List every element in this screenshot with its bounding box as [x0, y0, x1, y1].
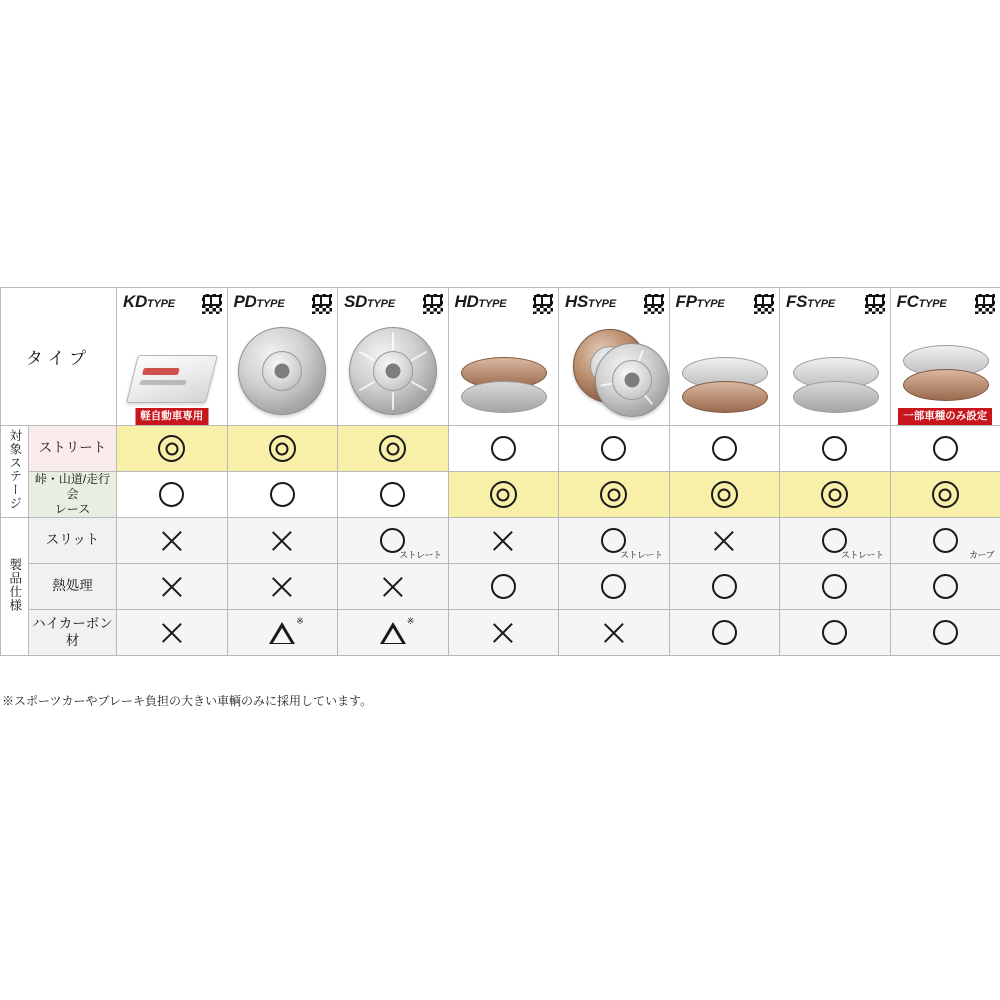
- type-label-row: [344, 293, 444, 315]
- brake-pad-illustration: [126, 355, 218, 403]
- cell-fc-street: [890, 426, 1000, 472]
- table-row: [1, 564, 1000, 610]
- cell-kd-street: [117, 426, 228, 472]
- cell-asterisk: ※: [406, 616, 415, 626]
- qr-code-icon[interactable]: [753, 293, 775, 315]
- cell-note: カーブ: [968, 550, 994, 560]
- cell-sd-slit: [338, 518, 449, 564]
- row-label-line2: レース: [54, 502, 91, 516]
- qr-code-icon[interactable]: [311, 293, 333, 315]
- mark-cross: [159, 620, 185, 646]
- cell-fp-slit: [669, 518, 780, 564]
- rotor-image-hs: [559, 317, 669, 425]
- cell-fp-heat: [669, 564, 780, 610]
- cell-pd-highcarbon: [227, 610, 338, 656]
- mark-circle: [159, 482, 184, 507]
- cell-hd-street: [448, 426, 559, 472]
- rotor-plate-bottom: [461, 381, 547, 413]
- type-name-fp: FPTYPE: [675, 292, 725, 311]
- mark-circle: [601, 574, 626, 599]
- cell-fp-race: [669, 472, 780, 518]
- type-label-row: [565, 293, 665, 315]
- type-label-row: [455, 293, 555, 315]
- type-label-row: [234, 293, 334, 315]
- cell-hd-slit: [448, 518, 559, 564]
- cell-pd-race: [227, 472, 338, 518]
- mark-circle: [822, 574, 847, 599]
- mark-circle: [601, 436, 626, 461]
- row-label-slit: スリット: [29, 518, 117, 564]
- mark-double-circle: [932, 481, 959, 508]
- cell-pd-slit: [227, 518, 338, 564]
- cell-fc-race: [890, 472, 1000, 518]
- type-name-kd: KDTYPE: [123, 292, 175, 311]
- cell-fp-highcarbon: [669, 610, 780, 656]
- rotor-image-fc: [891, 317, 1000, 425]
- mark-cross: [711, 528, 737, 554]
- mark-double-circle: [158, 435, 185, 462]
- rotor-image-fs: [780, 317, 890, 425]
- mark-cross: [159, 574, 185, 600]
- qr-code-icon[interactable]: [532, 293, 554, 315]
- group-label-spec: 製品仕様: [1, 518, 29, 656]
- rotor-slit: [392, 392, 394, 410]
- type-name-hs: HSTYPE: [565, 292, 616, 311]
- rotor-image-pd: [228, 317, 338, 425]
- mark-circle: [712, 574, 737, 599]
- cell-fc-highcarbon: [890, 610, 1000, 656]
- qr-code-icon[interactable]: [643, 293, 665, 315]
- cell-note: ストレート: [840, 550, 884, 560]
- mark-circle: [933, 574, 958, 599]
- mark-circle: [712, 620, 737, 645]
- table-row: [1, 426, 1000, 472]
- brake-rotor-illustration: [349, 327, 437, 415]
- cell-note: ストレート: [619, 550, 663, 560]
- cell-sd-highcarbon: [338, 610, 449, 656]
- mark-circle: [712, 436, 737, 461]
- mark-circle: [270, 482, 295, 507]
- table-header-row: [1, 288, 1000, 426]
- mark-double-circle: [711, 481, 738, 508]
- cell-note: ストレート: [398, 550, 442, 560]
- type-name-sd: SDTYPE: [344, 292, 395, 311]
- cell-kd-heat: [117, 564, 228, 610]
- badge-kd: 軽自動車専用: [135, 408, 208, 425]
- column-header-kd: [117, 288, 228, 426]
- row-label-line1: 峠・山道/走行会: [34, 472, 111, 501]
- cell-hd-race: [448, 472, 559, 518]
- cell-hs-street: [559, 426, 670, 472]
- cell-hs-highcarbon: [559, 610, 670, 656]
- row-label-heat-treatment: 熱処理: [29, 564, 117, 610]
- group-label-stage: 対象ステージ: [1, 426, 29, 518]
- qr-code-icon[interactable]: [974, 293, 996, 315]
- badge-fc: 一部車種のみ設定: [898, 408, 992, 425]
- mark-circle: [491, 436, 516, 461]
- mark-cross: [269, 528, 295, 554]
- cell-fc-heat: [890, 564, 1000, 610]
- mark-cross: [490, 620, 516, 646]
- brake-rotor-illustration: [676, 355, 772, 417]
- column-header-fc: [890, 288, 1000, 426]
- mark-circle: [822, 620, 847, 645]
- table-row: [1, 472, 1000, 518]
- cell-sd-heat: [338, 564, 449, 610]
- type-label-row: [786, 293, 886, 315]
- rotor-slit: [410, 351, 427, 362]
- cell-fs-slit: [780, 518, 891, 564]
- type-name-hd: HDTYPE: [454, 292, 507, 311]
- rotor-image-hd: [449, 317, 559, 425]
- mark-circle: [933, 620, 958, 645]
- rotor-bore: [624, 373, 639, 388]
- mark-triangle: [269, 622, 295, 644]
- rotor-image-fp: [670, 317, 780, 425]
- type-name-pd: PDTYPE: [233, 292, 285, 311]
- brake-rotor-illustration: [455, 355, 551, 417]
- mark-circle: [933, 436, 958, 461]
- cell-asterisk: ※: [296, 616, 304, 626]
- cell-hs-slit: [559, 518, 670, 564]
- cell-fs-race: [780, 472, 891, 518]
- brake-rotor-illustration: [787, 355, 883, 417]
- column-header-hs: [559, 288, 670, 426]
- mark-double-circle: [600, 481, 627, 508]
- cell-fc-slit: [890, 518, 1000, 564]
- mark-cross: [490, 528, 516, 554]
- cell-pd-street: [227, 426, 338, 472]
- cell-kd-highcarbon: [117, 610, 228, 656]
- mark-circle: [822, 436, 847, 461]
- brake-rotor-illustration: [238, 327, 326, 415]
- mark-cross: [269, 574, 295, 600]
- type-name-fs: FSTYPE: [786, 292, 836, 311]
- type-label-row: [123, 293, 223, 315]
- row-label-mountain-race: [29, 472, 117, 518]
- rotor-slit: [358, 351, 375, 362]
- type-label-row: [897, 293, 997, 315]
- mark-circle: [380, 482, 405, 507]
- mark-circle: [491, 574, 516, 599]
- mark-double-circle: [821, 481, 848, 508]
- cell-hd-highcarbon: [448, 610, 559, 656]
- cell-hs-race: [559, 472, 670, 518]
- row-label-high-carbon: ハイカーボン材: [29, 610, 117, 656]
- rotor-image-sd: [338, 317, 448, 425]
- rotor-slit: [358, 381, 375, 392]
- cell-kd-slit: [117, 518, 228, 564]
- mark-double-circle: [269, 435, 296, 462]
- cell-fs-highcarbon: [780, 610, 891, 656]
- cell-kd-race: [117, 472, 228, 518]
- mark-cross: [601, 620, 627, 646]
- footnote: ※スポーツカーやブレーキ負担の大きい車輌のみに採用しています。: [2, 694, 373, 708]
- mark-triangle: [380, 622, 406, 644]
- column-header-sd: [338, 288, 449, 426]
- cell-pd-heat: [227, 564, 338, 610]
- cell-hd-heat: [448, 564, 559, 610]
- rotor-slit: [392, 332, 394, 350]
- qr-code-icon[interactable]: [864, 293, 886, 315]
- mark-double-circle: [490, 481, 517, 508]
- qr-code-icon[interactable]: [201, 293, 223, 315]
- column-header-fs: [780, 288, 891, 426]
- cell-fs-street: [780, 426, 891, 472]
- rotor-bore: [275, 364, 290, 379]
- corner-type-label: タイプ: [1, 288, 117, 426]
- rotor-slit: [410, 381, 427, 392]
- brake-rotor-illustration: [897, 343, 993, 405]
- cell-fs-heat: [780, 564, 891, 610]
- column-header-pd: [227, 288, 338, 426]
- cell-sd-race: [338, 472, 449, 518]
- mark-cross: [380, 574, 406, 600]
- rotor-bore: [385, 364, 400, 379]
- type-name-fc: FCTYPE: [896, 292, 947, 311]
- brake-rotor-comparison-table: [0, 287, 1000, 656]
- brand-stripe-2: [139, 380, 186, 385]
- comparison-table: [0, 287, 1000, 656]
- column-header-fp: [669, 288, 780, 426]
- mark-double-circle: [379, 435, 406, 462]
- mark-circle: [933, 528, 958, 553]
- cell-hs-heat: [559, 564, 670, 610]
- brake-rotor-illustration-front: [595, 343, 669, 417]
- qr-code-icon[interactable]: [422, 293, 444, 315]
- type-label-row: [676, 293, 776, 315]
- column-header-hd: [448, 288, 559, 426]
- mark-cross: [159, 528, 185, 554]
- brand-stripe: [142, 368, 180, 375]
- table-row: [1, 518, 1000, 564]
- rotor-image-kd: [117, 317, 227, 425]
- rotor-plate-bottom: [682, 381, 768, 413]
- row-label-street: ストリート: [29, 426, 117, 472]
- cell-fp-street: [669, 426, 780, 472]
- rotor-plate-bottom: [793, 381, 879, 413]
- cell-sd-street: [338, 426, 449, 472]
- table-row: [1, 610, 1000, 656]
- rotor-plate-bottom: [903, 369, 989, 401]
